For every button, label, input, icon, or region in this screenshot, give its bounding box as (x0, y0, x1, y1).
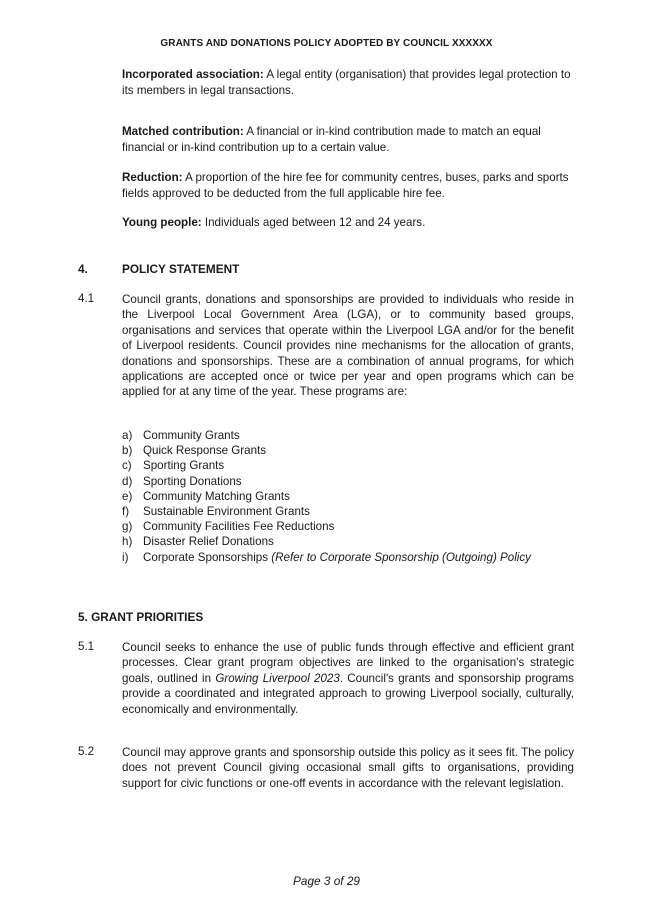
list-item (122, 458, 574, 473)
definition-text: Individuals aged between 12 and 24 years. (204, 216, 426, 229)
list-item (122, 550, 574, 565)
list-item (122, 504, 574, 519)
paragraph-4-1-number: 4.1 (78, 292, 95, 305)
paragraph-5-1 (122, 640, 574, 717)
definition-reduction (122, 170, 574, 201)
list-marker: g) (122, 520, 133, 534)
definition-text: A proportion of the hire fee for community centres, buses, parks and sports fields approved to be deducted from the full applicable hire fee. (122, 171, 569, 200)
list-item (122, 443, 574, 458)
page-number: Page 3 of 29 (293, 874, 360, 888)
list-item-text: Community Matching Grants (143, 489, 290, 503)
list-marker: e) (122, 489, 133, 503)
list-item-text: Sporting Grants (143, 459, 225, 473)
definition-term: Reduction: (122, 171, 183, 184)
list-item-text: Sporting Donations (143, 474, 242, 488)
definition-incorporated-association (122, 67, 574, 98)
list-marker: b) (122, 444, 133, 458)
definition-term: Incorporated association: (122, 68, 264, 81)
list-marker: f) (122, 505, 130, 519)
list-item (122, 489, 574, 504)
list-item (122, 534, 574, 549)
paragraph-5-2: Council may approve grants and sponsorship outside this policy as it sees fit. The policy does not prevent Council giving occasional small gifts to organisations, providing support for civic functions or one-off events in accordance with the relevant legislation. (122, 746, 574, 790)
definition-term: Young people: (122, 216, 202, 229)
strategy-title: Growing Liverpool 2023 (215, 671, 340, 685)
paragraph-4-1: Council grants, donations and sponsorships are provided to individuals who reside in the Liverpool Local Government Area (LGA), or to community based groups, organisations and services that operate within the Liverpool LGA and/or for the benefit of Liverpool residents. Council provides nine mechanisms for the allocation of grants, donations and sponsorships. These are a combination of annual programs, for which applications are accepted once or twice per year and open programs which can be applied for at any time of the year. These programs are: (122, 293, 574, 399)
section-5-heading: 5. GRANT PRIORITIES (78, 610, 204, 624)
programs-list (122, 428, 574, 565)
list-item-text: Corporate Sponsorships (143, 550, 269, 564)
section-4-number: 4. (78, 262, 88, 276)
list-marker: d) (122, 474, 133, 488)
list-item (122, 519, 574, 534)
list-item-text: Community Grants (143, 429, 240, 442)
section-4-title: POLICY STATEMENT (122, 262, 240, 276)
list-marker: a) (122, 429, 133, 442)
paragraph-5-1-text-b: . Council's grants and sponsorship programs provide a coordinated and integrated approach to growing Liverpool socially, culturally, economically and environmentally. (122, 671, 574, 716)
list-item (122, 428, 574, 443)
policy-reference: (Refer to Corporate Sponsorship (Outgoing) Policy (271, 550, 531, 564)
list-item-text: Quick Response Grants (143, 444, 267, 458)
page-header: GRANTS AND DONATIONS POLICY ADOPTED BY COUNCIL XXXXXX (160, 38, 493, 49)
list-item (122, 474, 574, 489)
list-item-text: Disaster Relief Donations (143, 535, 274, 549)
definition-young-people (122, 215, 574, 231)
list-item-text: Sustainable Environment Grants (143, 505, 310, 519)
paragraph-5-2-number: 5.2 (78, 745, 95, 758)
paragraph-5-1-text-a: Council seeks to enhance the use of public funds through effective and efficient grant processes. Clear grant program objectives are linked to the organisation's strategic goals, outlined in (122, 641, 574, 685)
definition-term: Matched contribution: (122, 125, 244, 138)
list-marker: h) (122, 535, 133, 549)
paragraph-5-1-number: 5.1 (78, 640, 95, 653)
list-marker: i) (122, 550, 129, 564)
definition-text: A financial or in-kind contribution made to match an equal financial or in-kind contribution up to a certain value. (122, 125, 541, 154)
definition-text: A legal entity (organisation) that provides legal protection to its members in legal transactions. (122, 68, 571, 97)
definition-matched-contribution (122, 124, 574, 155)
list-item-text: Community Facilities Fee Reductions (143, 520, 335, 534)
list-marker: c) (122, 459, 132, 473)
